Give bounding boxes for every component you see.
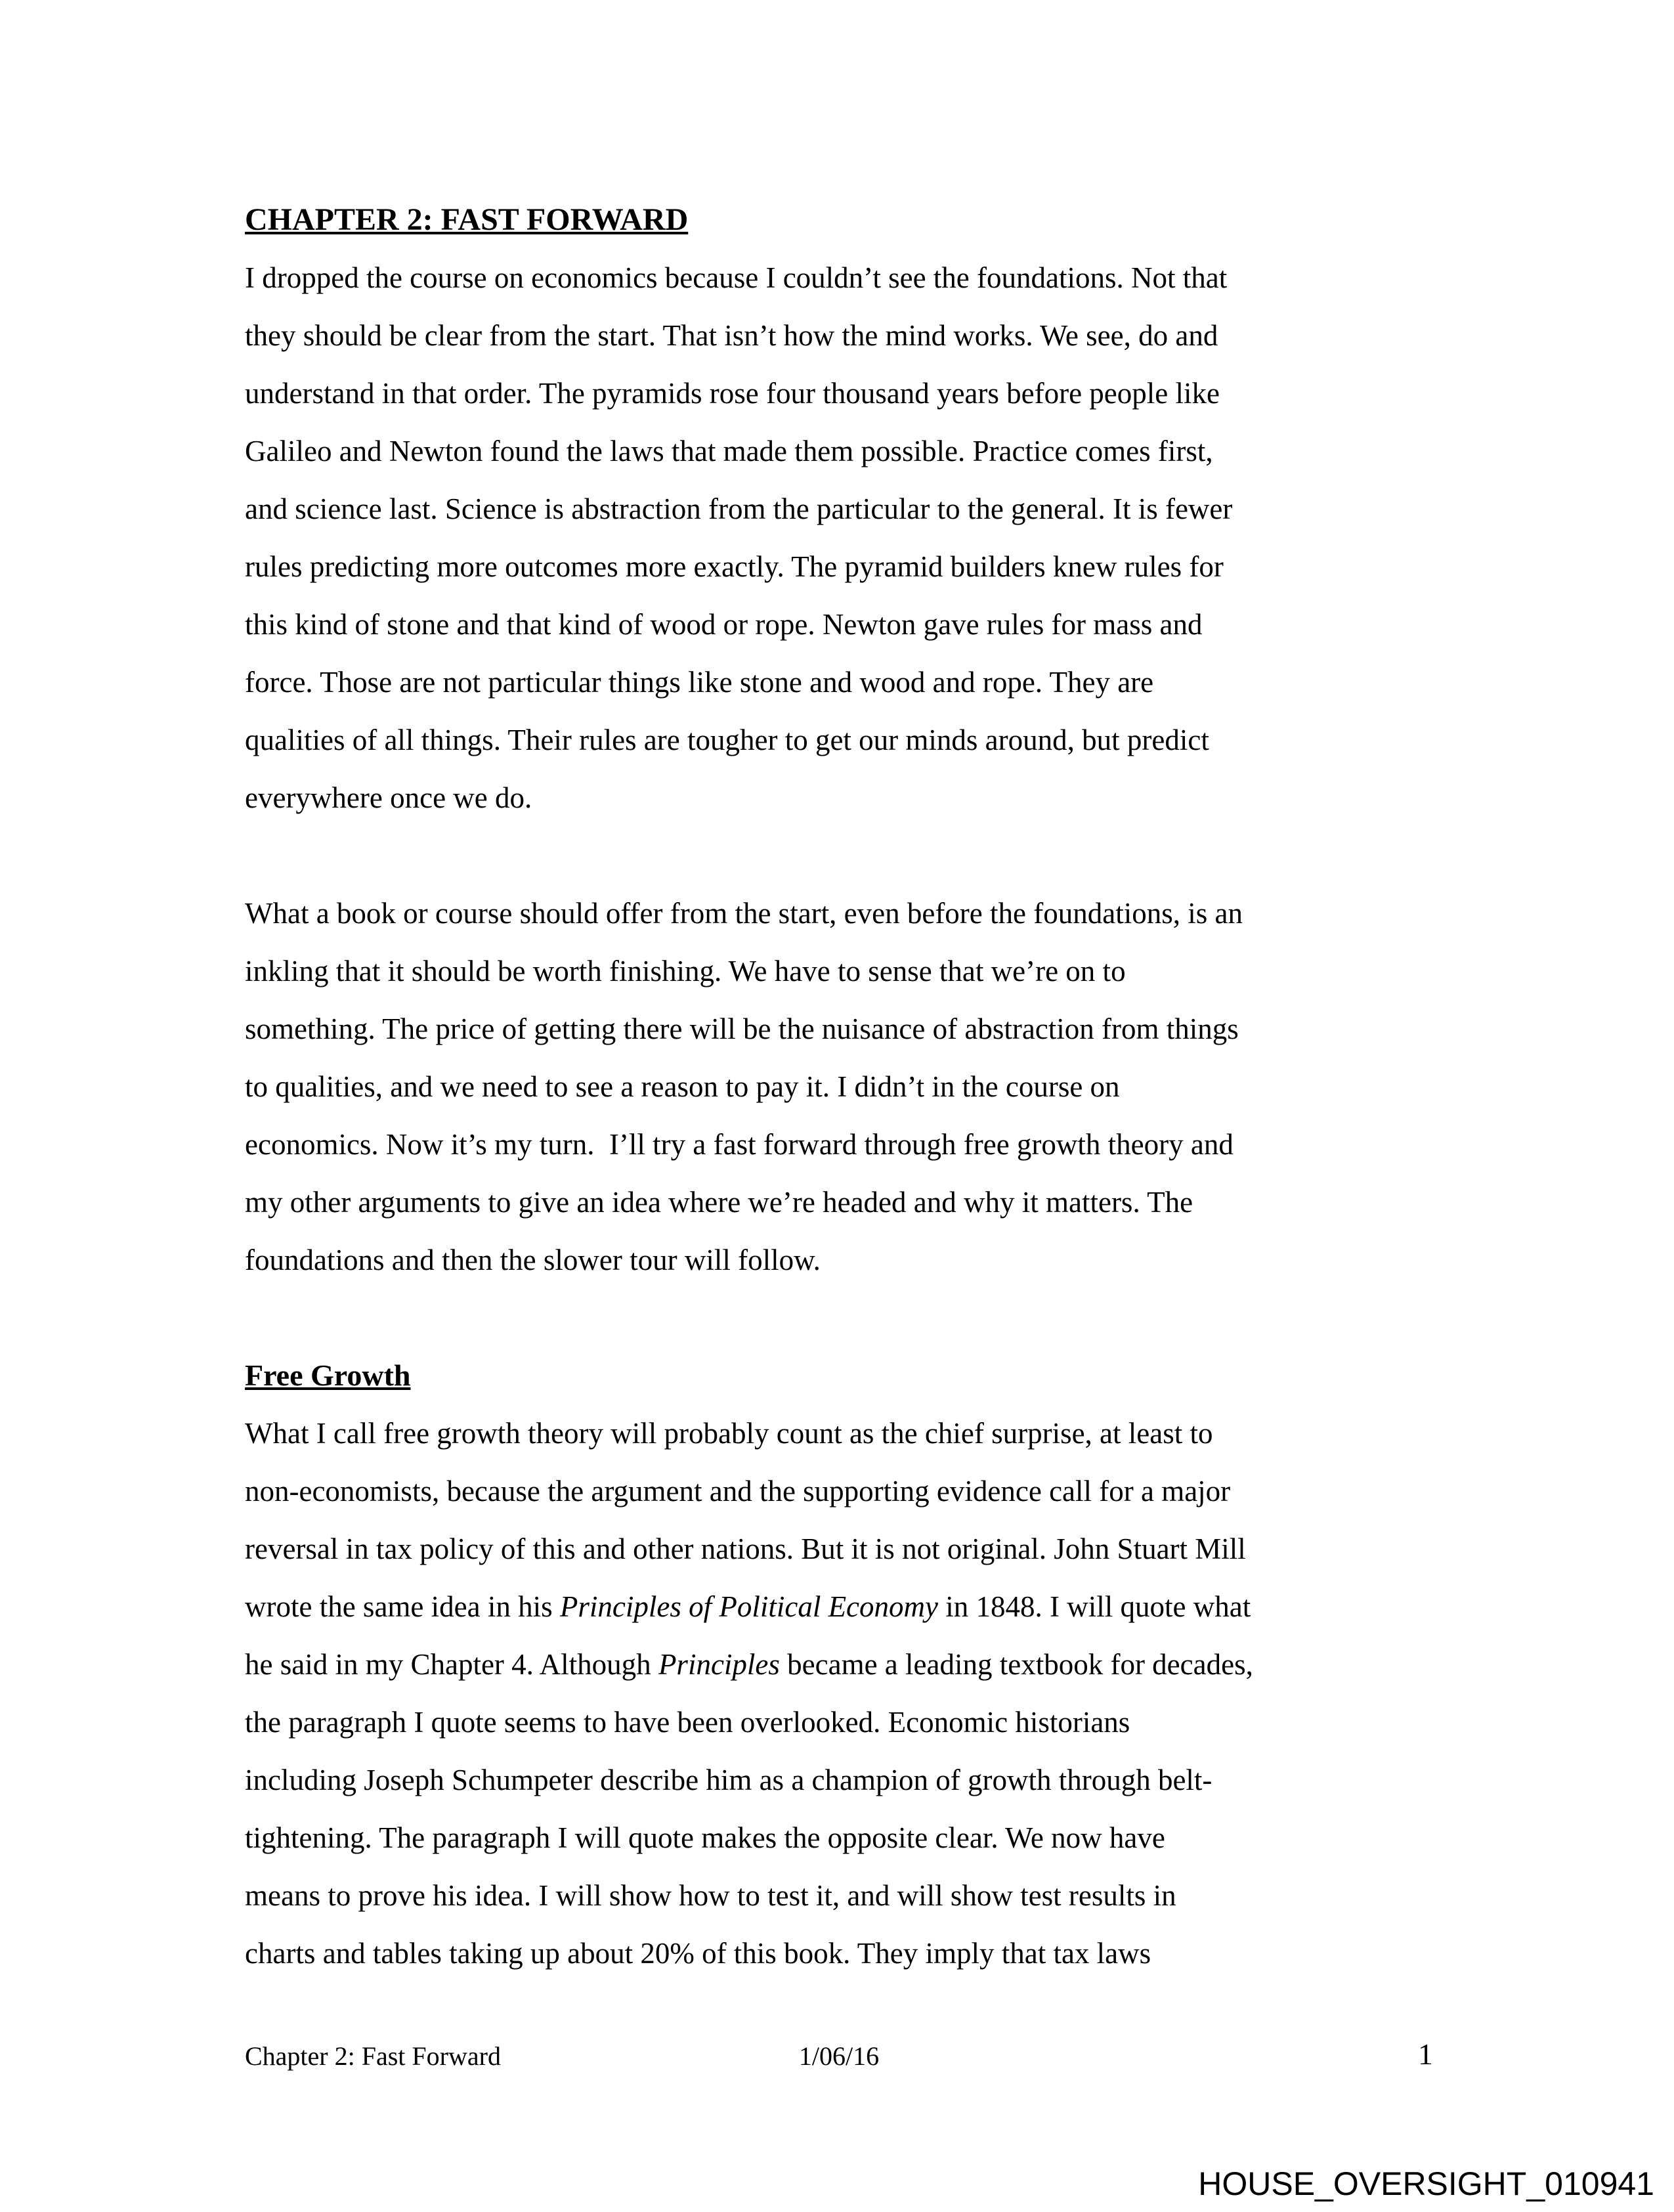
text-line: understand in that order. The pyramids rose four thousand years before people like: [245, 377, 1220, 410]
text-line: rules predicting more outcomes more exactly. The pyramid builders knew rules for: [245, 550, 1224, 583]
text-line: inkling that it should be worth finishing. We have to sense that we’re on to: [245, 955, 1126, 987]
text-line: reversal in tax policy of this and other nations. But it is not original. John Stuart Mill: [245, 1532, 1246, 1565]
text-line: What I call free growth theory will probably count as the chief surprise, at least to: [245, 1417, 1213, 1450]
document-body: [245, 191, 1436, 1982]
text-line: they should be clear from the start. That isn’t how the mind works. We see, do and: [245, 319, 1218, 352]
text-line: including Joseph Schumpeter describe him as a champion of growth through belt-: [245, 1764, 1213, 1796]
paragraph: [245, 884, 1436, 1289]
footer: [245, 2037, 1433, 2080]
italic-text: Principles of Political Economy: [559, 1590, 938, 1623]
bates-stamp: HOUSE_OVERSIGHT_010941: [1198, 2165, 1654, 2202]
blank-line: [245, 1289, 1436, 1347]
text-line: [245, 1636, 1436, 1693]
text-line: and science last. Science is abstraction from the particular to the general. It is fewer: [245, 492, 1233, 525]
text-line: something. The price of getting there will be the nuisance of abstraction from things: [245, 1012, 1239, 1045]
plain-text: wrote the same idea in his: [245, 1590, 560, 1623]
text-line: I dropped the course on economics because I couldn’t see the foundations. Not that: [245, 261, 1228, 294]
text-line: my other arguments to give an idea where we’re headed and why it matters. The: [245, 1186, 1193, 1219]
italic-text: Principles: [658, 1648, 780, 1681]
blank-line: [245, 827, 1436, 884]
text-line: everywhere once we do.: [245, 781, 532, 814]
text-line: this kind of stone and that kind of wood or rope. Newton gave rules for mass and: [245, 608, 1203, 641]
text-line: the paragraph I quote seems to have been overlooked. Economic historians: [245, 1706, 1130, 1739]
text-line: non-economists, because the argument and the supporting evidence call for a major: [245, 1475, 1231, 1507]
text-line: Galileo and Newton found the laws that made them possible. Practice comes first,: [245, 435, 1213, 467]
chapter-heading: [245, 191, 1436, 249]
chapter-heading-text: CHAPTER 2: FAST FORWARD: [245, 202, 689, 237]
text-line: qualities of all things. Their rules are tougher to get our minds around, but predict: [245, 724, 1209, 756]
text-line: tightening. The paragraph I will quote makes the opposite clear. We now have: [245, 1821, 1165, 1854]
text-line: means to prove his idea. I will show how to test it, and will show test results in: [245, 1879, 1176, 1912]
text-line: What a book or course should offer from the start, even before the foundations, is an: [245, 897, 1243, 930]
text-line: charts and tables taking up about 20% of this book. They imply that tax laws: [245, 1937, 1151, 1970]
text-line: [245, 1578, 1436, 1636]
paragraph: [245, 249, 1436, 827]
section-heading-text: Free Growth: [245, 1358, 411, 1392]
plain-text: in 1848. I will quote what: [938, 1590, 1251, 1623]
text-line: to qualities, and we need to see a reason to pay it. I didn’t in the course on: [245, 1070, 1120, 1103]
footer-page-number: 1: [1418, 2037, 1433, 2071]
text-line: force. Those are not particular things like stone and wood and rope. They are: [245, 666, 1154, 699]
plain-text: he said in my Chapter 4. Although: [245, 1648, 658, 1681]
text-line: foundations and then the slower tour will follow.: [245, 1244, 821, 1276]
text-line: economics. Now it’s my turn. I’ll try a fast forward through free growth theory and: [245, 1128, 1234, 1161]
footer-chapter-label: Chapter 2: Fast Forward: [245, 2041, 501, 2071]
footer-date: 1/06/16: [798, 2041, 880, 2071]
paragraph: [245, 1404, 1436, 1982]
section-heading: [245, 1347, 1436, 1404]
plain-text: became a leading textbook for decades,: [779, 1648, 1253, 1681]
